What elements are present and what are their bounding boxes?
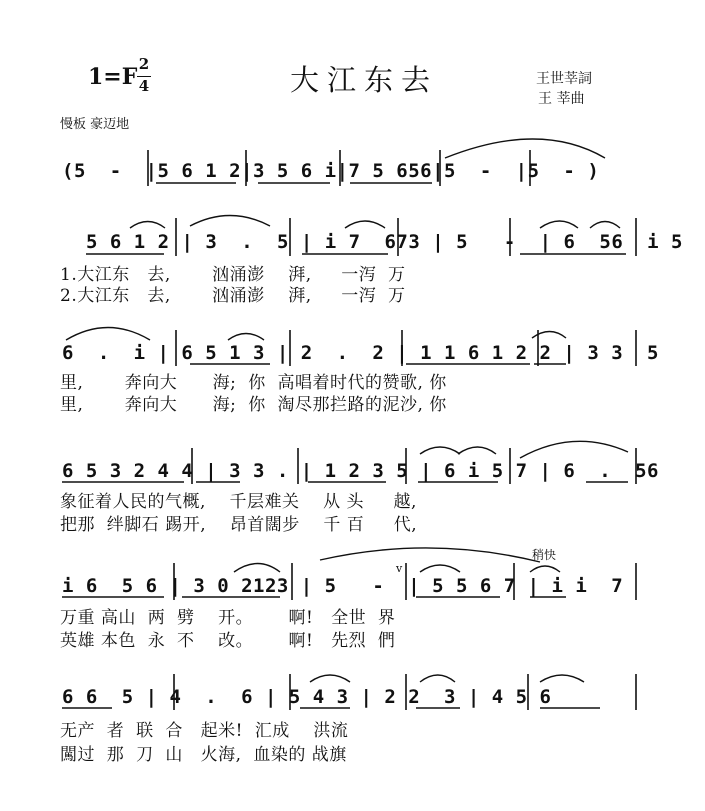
line-3-notes: 6 5 3 2 4 4 | 3 3 . | 1 2 3 5 | 6 i 5 7 | 6 . 56 [62, 460, 659, 482]
line-2-verse-2: 里, 奔向大 海; 你 淘尽那拦路的泥沙, 你 [60, 395, 447, 415]
tempo-marking: 慢板 豪迈地 [60, 117, 130, 132]
line-5-verse-2: 闖过 那 刀 山 火海, 血染的 战旗 [60, 745, 347, 765]
breath-mark: v [396, 562, 403, 575]
line-1-verse-2: 2.大江东 去, 汹涌澎 湃, 一泻 万 [60, 286, 406, 306]
key-signature: 1=F [88, 64, 138, 90]
line-3-verse-1: 象征着人民的气概, 千层难关 从 头 越, [60, 492, 417, 512]
line-3-verse-2: 把那 绊脚石 踢开, 昂首闊步 千 百 代, [60, 515, 418, 535]
line-4-notes: i 6 5 6 | 3 0 2123 | 5 - | 5 5 6 7 | i i 7 [62, 575, 624, 597]
intro-notes: (5 - |5 6 1 2|3 5 6 i|7 5 656|5 - |5 - ) [62, 160, 600, 182]
lyricist-credit: 王世莘詞 [536, 71, 592, 87]
line-2-verse-1: 里, 奔向大 海; 你 高唱着时代的赞歌, 你 [60, 373, 447, 393]
tempo-change-marking: 稍快 [532, 548, 557, 562]
time-signature-top: 2 [138, 55, 150, 73]
line-2-notes: 6 . i | 6 5 1 3 | 2 . 2 | 1 1 6 1 2 2 | 3 3 5 [62, 342, 659, 364]
time-signature-bottom: 4 [138, 77, 150, 95]
line-5-notes: 6 6 5 | 4 . 6 | 5 4 3 | 2 2 3 | 4 5 6 [62, 686, 552, 708]
song-title: 大江东去 [290, 63, 439, 97]
line-5-verse-1: 无产 者 联 合 起米! 汇成 洪流 [60, 721, 349, 741]
line-1-notes: 5 6 1 2 | 3 . 5 | i 7 673 | 5 - | 6 56 i 5 [86, 231, 683, 253]
line-1-verse-1: 1.大江东 去, 汹涌澎 湃, 一泻 万 [60, 265, 406, 285]
composer-credit: 王 莘曲 [538, 91, 585, 107]
line-4-verse-1: 万重 高山 两 劈 开。 啊! 全世 界 [60, 608, 396, 628]
line-4-verse-2: 英雄 本色 永 不 改。 啊! 先烈 們 [60, 631, 396, 651]
